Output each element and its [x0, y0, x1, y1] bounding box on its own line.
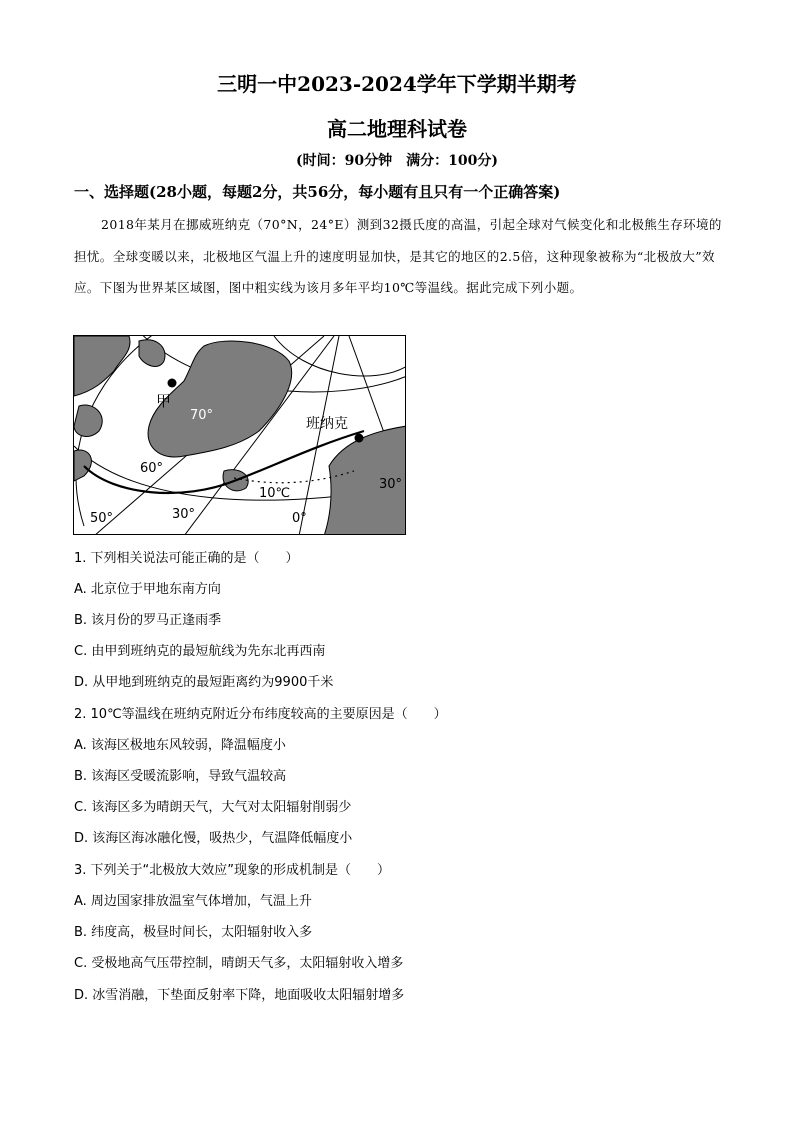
question-1-option-a: A. 北京位于甲地东南方向 [74, 582, 221, 597]
label-lon-0: 0° [292, 511, 307, 526]
label-lon-30w: 30° [172, 507, 196, 522]
region-map [73, 335, 406, 535]
question-2-option-d: D. 该海区海冰融化慢，吸热少，气温降低幅度小 [74, 831, 353, 846]
label-banake: 班纳克 [306, 416, 348, 432]
question-2-option-a: A. 该海区极地东风较弱，降温幅度小 [74, 738, 286, 753]
island-landmass [139, 340, 165, 367]
label-lon-50: 50° [90, 511, 114, 526]
exam-title: 三明一中2023-2024学年下学期半期考 [217, 72, 577, 96]
question-3-option-c: C. 受极地高气压带控制，晴朗天气多，太阳辐射收入增多 [74, 956, 404, 971]
point-banake [355, 434, 364, 443]
question-2-option-c: C. 该海区多为晴朗天气，大气对太阳辐射削弱少 [74, 800, 352, 815]
question-1-option-d: D. 从甲地到班纳克的最短距离约为9900千米 [74, 675, 334, 690]
question-2-stem: 2. 10℃等温线在班纳克附近分布纬度较高的主要原因是（ ） [74, 707, 447, 722]
label-jia: 甲 [156, 392, 172, 410]
exam-info: (时间：90分钟 满分：100分) [296, 153, 498, 169]
label-lat-60: 60° [140, 461, 164, 476]
latitude-line [274, 336, 406, 376]
question-3-stem: 3. 下列关于“北极放大效应”现象的形成机制是（ ） [74, 863, 391, 878]
question-1-stem: 1. 下列相关说法可能正确的是（ ） [74, 551, 299, 566]
exam-subtitle: 高二地理科试卷 [327, 117, 467, 141]
question-2-option-b: B. 该海区受暖流影响，导致气温较高 [74, 769, 287, 784]
reading-passage: 2018年某月在挪威班纳克（70°N，24°E）测到32摄氏度的高温，引起全球对气候变化和北极熊生存环境的担忧。全球变暖以来，北极地区气温上升的速度明显加快，是其它的地区的2.5倍，这种现象被称为“北极放大”效应。下图为世界某区域图，图中粗实线为该月多年平均10℃等温线。据此完成下列小题。 [74, 217, 722, 295]
section-heading: 一、选择题(28小题，每题2分，共56分，每小题有且只有一个正确答案) [74, 183, 561, 201]
question-1-option-b: B. 该月份的罗马正逢雨季 [74, 613, 222, 628]
canada-landmass [74, 336, 130, 396]
island-landmass [74, 405, 102, 436]
labrador-landmass [74, 450, 91, 481]
question-3-option-a: A. 周边国家排放温室气体增加，气温上升 [74, 894, 312, 909]
point-jia [168, 379, 177, 388]
map-graphic [74, 336, 406, 535]
question-3-option-b: B. 纬度高，极昼时间长，太阳辐射收入多 [74, 925, 313, 940]
label-lat-70: 70° [190, 408, 214, 423]
label-isotherm: 10℃ [259, 486, 291, 501]
label-lon-30e: 30° [379, 477, 403, 492]
question-1-option-c: C. 由甲到班纳克的最短航线为先东北再西南 [74, 644, 326, 659]
question-3-option-d: D. 冰雪消融，下垫面反射率下降，地面吸收太阳辐射增多 [74, 988, 405, 1003]
